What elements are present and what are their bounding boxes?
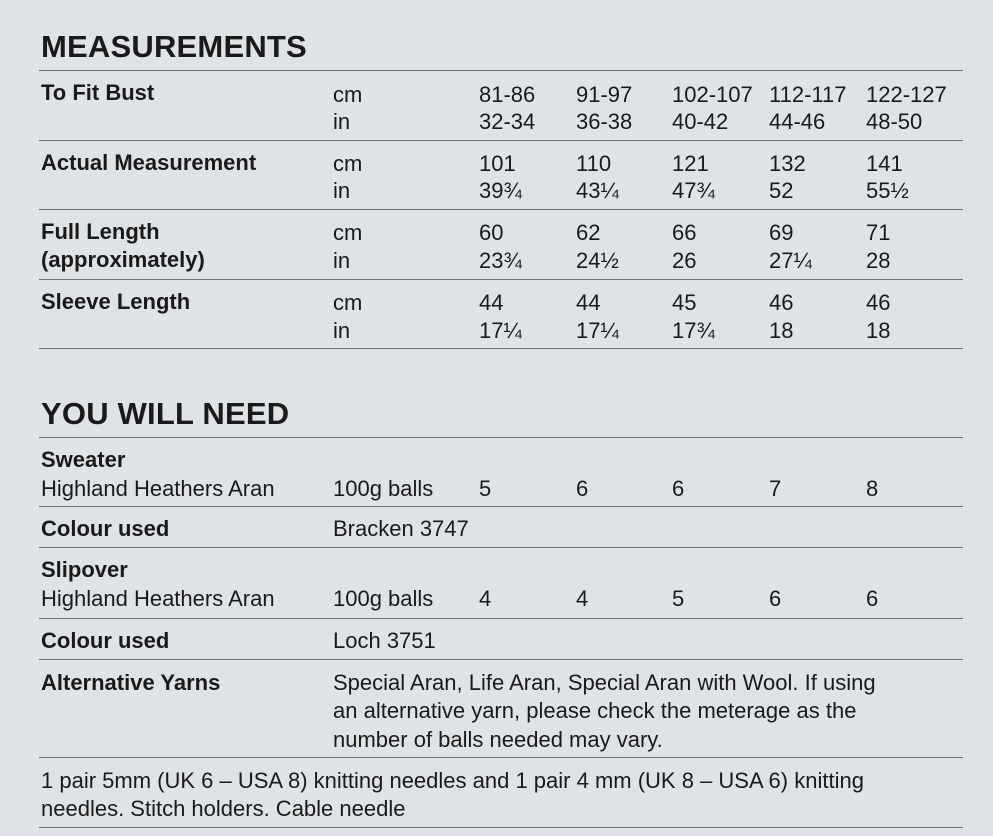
actual-label: Actual Measurement <box>41 150 257 175</box>
actual-cm-size-5: 141 <box>866 151 903 176</box>
slipover-title: Slipover <box>41 557 128 582</box>
sleeve-in-size-4: 18 <box>769 318 794 343</box>
unit-cm: cm <box>333 220 363 245</box>
slipover-balls-size-1: 4 <box>479 586 492 611</box>
length-in-size-3: 26 <box>672 248 697 273</box>
bust-label: To Fit Bust <box>41 80 155 105</box>
sleeve-in-size-2: 17¼ <box>576 318 619 343</box>
divider <box>39 348 963 349</box>
divider <box>39 757 963 758</box>
bust-in-size-2: 36-38 <box>576 109 633 134</box>
slipover-balls-size-3: 5 <box>672 586 685 611</box>
divider <box>39 209 963 210</box>
sleeve-in-size-3: 17¾ <box>672 318 715 343</box>
you-will-need-heading: YOU WILL NEED <box>41 396 290 431</box>
actual-cm-size-3: 121 <box>672 151 709 176</box>
unit-cm: cm <box>333 151 363 176</box>
bust-in-size-4: 44-46 <box>769 109 826 134</box>
sweater-balls-size-3: 6 <box>672 476 685 501</box>
slipover-unit: 100g balls <box>333 586 434 611</box>
sweater-unit: 100g balls <box>333 476 434 501</box>
bust-cm-size-5: 122-127 <box>866 82 947 107</box>
sweater-balls-size-4: 7 <box>769 476 782 501</box>
sleeve-cm-size-2: 44 <box>576 290 601 315</box>
bust-cm-size-1: 81-86 <box>479 82 536 107</box>
alternative-yarns-line-1: Special Aran, Life Aran, Special Aran with Wool. If using <box>333 670 876 695</box>
bust-in-size-3: 40-42 <box>672 109 729 134</box>
sweater-colour: Bracken 3747 <box>333 516 469 541</box>
measurements-heading: MEASUREMENTS <box>41 29 307 64</box>
unit-in: in <box>333 248 351 273</box>
slipover-yarn: Highland Heathers Aran <box>41 586 275 611</box>
length-in-size-5: 28 <box>866 248 891 273</box>
bust-cm-size-3: 102-107 <box>672 82 753 107</box>
slipover-balls-size-4: 6 <box>769 586 782 611</box>
unit-in: in <box>333 178 351 203</box>
alternative-yarns-label: Alternative Yarns <box>41 670 221 695</box>
bust-cm-size-2: 91-97 <box>576 82 633 107</box>
sweater-yarn: Highland Heathers Aran <box>41 476 275 501</box>
length-cm-size-3: 66 <box>672 220 697 245</box>
sleeve-cm-size-5: 46 <box>866 290 891 315</box>
divider <box>39 618 963 619</box>
sweater-balls-size-2: 6 <box>576 476 589 501</box>
sleeve-label: Sleeve Length <box>41 289 191 314</box>
notions-line-1: 1 pair 5mm (UK 6 – USA 8) knitting needles and 1 pair 4 mm (UK 8 – USA 6) knitting <box>41 768 864 793</box>
actual-cm-size-2: 110 <box>576 151 612 176</box>
actual-in-size-3: 47¾ <box>672 178 715 203</box>
length-label-note: (approximately) <box>41 247 205 272</box>
sweater-balls-size-1: 5 <box>479 476 492 501</box>
bust-in-size-5: 48-50 <box>866 109 923 134</box>
length-in-size-2: 24½ <box>576 248 619 273</box>
divider <box>39 140 963 141</box>
divider <box>39 437 963 438</box>
actual-in-size-4: 52 <box>769 178 794 203</box>
bust-in-size-1: 32-34 <box>479 109 536 134</box>
length-cm-size-1: 60 <box>479 220 504 245</box>
alternative-yarns-line-3: number of balls needed may vary. <box>333 727 663 752</box>
sleeve-cm-size-3: 45 <box>672 290 697 315</box>
length-cm-size-2: 62 <box>576 220 601 245</box>
sweater-title: Sweater <box>41 447 126 472</box>
length-in-size-4: 27¼ <box>769 248 812 273</box>
actual-in-size-1: 39¾ <box>479 178 522 203</box>
length-cm-size-4: 69 <box>769 220 794 245</box>
slipover-balls-size-2: 4 <box>576 586 589 611</box>
slipover-balls-size-5: 6 <box>866 586 879 611</box>
unit-in: in <box>333 318 351 343</box>
length-cm-size-5: 71 <box>866 220 891 245</box>
sleeve-in-size-5: 18 <box>866 318 891 343</box>
sleeve-cm-size-4: 46 <box>769 290 794 315</box>
divider <box>39 547 963 548</box>
bust-cm-size-4: 112-117 <box>769 82 847 107</box>
sweater-colour-label: Colour used <box>41 516 170 541</box>
slipover-colour-label: Colour used <box>41 628 170 653</box>
slipover-colour: Loch 3751 <box>333 628 436 653</box>
divider <box>39 70 963 71</box>
sleeve-cm-size-1: 44 <box>479 290 504 315</box>
sleeve-in-size-1: 17¼ <box>479 318 522 343</box>
notions-line-2: needles. Stitch holders. Cable needle <box>41 796 406 821</box>
divider <box>39 506 963 507</box>
actual-cm-size-1: 101 <box>479 151 516 176</box>
divider <box>39 827 963 828</box>
unit-in: in <box>333 109 351 134</box>
unit-cm: cm <box>333 290 363 315</box>
actual-in-size-2: 43¼ <box>576 178 619 203</box>
unit-cm: cm <box>333 82 363 107</box>
length-label: Full Length <box>41 219 160 244</box>
alternative-yarns-line-2: an alternative yarn, please check the meterage as the <box>333 698 857 723</box>
actual-cm-size-4: 132 <box>769 151 806 176</box>
divider <box>39 659 963 660</box>
sweater-balls-size-5: 8 <box>866 476 879 501</box>
actual-in-size-5: 55½ <box>866 178 909 203</box>
divider <box>39 279 963 280</box>
length-in-size-1: 23¾ <box>479 248 522 273</box>
